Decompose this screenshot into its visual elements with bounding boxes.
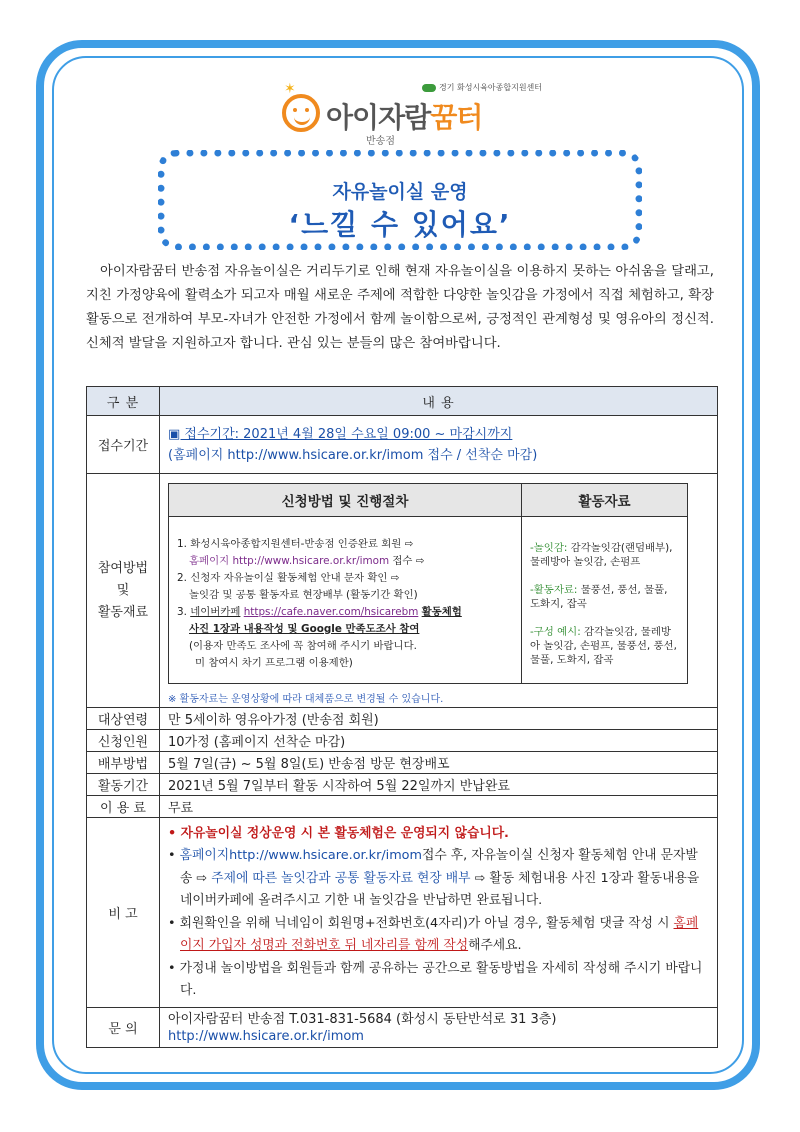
remarks-row [87, 818, 718, 1008]
star-icon: ✶ [284, 81, 296, 97]
remarks-label: 비 고 [87, 818, 160, 1008]
contact-label: 문 의 [87, 1008, 160, 1048]
activity-period-value: 2021년 5월 7일부터 활동 시작하여 5월 22일까지 반납완료 [160, 774, 718, 796]
table-row [87, 752, 718, 774]
step-3-detail: 사진 1장과 내용작성 및 Google 만족도조사 참여 [189, 622, 420, 635]
procedure-steps [169, 516, 522, 683]
remark-homepage-link[interactable]: 홈페이지http://www.hsicare.or.kr/imom [179, 848, 422, 863]
table-row [87, 730, 718, 752]
title-subheading: 자유놀이실 운영 [332, 181, 468, 203]
contact-url[interactable]: http://www.hsicare.or.kr/imom [168, 1028, 364, 1044]
contact-row [87, 1008, 718, 1048]
material-toys-label: -놀잇감: [530, 541, 568, 554]
remarks-list [160, 818, 718, 1008]
material-supplies-text: 물풍선, 풍선, 물풀, 도화지, 잡곡 [530, 583, 668, 610]
naver-cafe-link[interactable]: https://cafe.naver.com/hsicarebm [243, 605, 419, 618]
participation-label [87, 474, 160, 708]
step-1-rest: 접수 ⇨ [389, 554, 425, 567]
survey-note: (이용자 만족도 조사에 꼭 참여해 주시기 바랍니다. [189, 639, 417, 652]
table-row [87, 774, 718, 796]
remark-4-text: 가정내 놀이방법을 회원들과 함께 공유하는 공간으로 활동방법을 자세히 작성해 주시기 바랍니다. [179, 960, 703, 998]
step-3-number: 3. [177, 605, 191, 618]
title-heading: ‘느낄 수 있어요’ [288, 208, 512, 241]
contact-info: 아이자람꿈터 반송점 T.031-831-5684 (화성시 동탄반석로 31 3층) [168, 1011, 557, 1027]
reception-period: ▣ 접수기간: 2021년 4월 28일 수요일 09:00 ~ 마감시까지 [168, 426, 513, 442]
material-supplies-label: -활동자료: [530, 583, 578, 596]
remark-1-text: 자유놀이실 정상운영 시 본 활동체험은 운영되지 않습니다. [180, 825, 509, 841]
logo-branch: 반송점 [366, 136, 395, 147]
table-row [87, 796, 718, 818]
reception-row [87, 416, 718, 474]
reception-method: (홈페이지 http://www.hsicare.or.kr/imom 접수 / 선착순 마감) [168, 447, 538, 463]
participation-label-1: 참여방법 [97, 560, 149, 576]
table-header-row [87, 387, 718, 416]
survey-penalty: 미 참여시 차기 프로그램 이용제한) [195, 656, 353, 669]
participation-label-3: 활동재료 [97, 604, 149, 620]
table-row [87, 708, 718, 730]
fee-label: 이 용 료 [87, 796, 160, 818]
material-toys [530, 541, 679, 569]
center-logo [282, 81, 543, 148]
materials-list [522, 516, 688, 683]
reception-label: 접수기간 [87, 416, 160, 474]
remark-3-text-b: 해주세요. [468, 938, 522, 953]
logo-badge: 경기 화성시육아종합지원센터 [422, 82, 542, 93]
title-box [158, 150, 642, 250]
naver-cafe-label: 네이버카페 [190, 605, 241, 618]
smile-face-icon [282, 94, 320, 132]
step-3-suffix: 활동체험 [421, 605, 462, 618]
participation-label-2: 및 [116, 582, 130, 598]
remark-3: • 회원확인을 위해 닉네임이 회원명+전화번호(4자리)가 아닐 경우, 활동체험 댓글 작성 시 홈페이지 가입자 성명과 전화번호 뒤 네자리를 함께 작성해주세요. [168, 915, 699, 953]
procedure-header: 신청방법 및 진행절차 [169, 483, 522, 516]
activity-period-label: 활동기간 [87, 774, 160, 796]
age-label: 대상연령 [87, 708, 160, 730]
remark-2-text-b: ⇨ 활동 체험내용 사진 1장과 활동내용을 네이버카페에 올려주시고 기한 내 놀잇감을 반납하면 완료됩니다. [180, 870, 700, 908]
material-examples [530, 625, 679, 667]
remark-2-text-a: 접수 후, 자유놀이실 신청자 활동체험 안내 문자발송 ⇨ [180, 848, 698, 886]
homepage-link[interactable]: 홈페이지 http://www.hsicare.or.kr/imom [189, 554, 390, 567]
distribution-label: 배부방법 [87, 752, 160, 774]
intro-paragraph: 아이자람꿈터 반송점 자유놀이실은 거리두기로 인해 현재 자유놀이실을 이용하지 못하는 아쉬움을 달래고, 지친 가정양육에 활력소가 되고자 매월 새로운 주제에 적합한 다양한 놀잇감을 가정에서 직접 체험하고, 확장활동으로 전개하여 부모-자녀가 안전한 가정에서 함께 놀이함으로써, 긍정적인 관계형성 및 영유아의 정신적. 신체적 발달을 지원하고자 합니다. 관심 있는 분들의 많은 참여바랍니다. [86, 264, 714, 351]
capacity-value: 10가정 (홈페이지 선착순 마감) [160, 730, 718, 752]
remark-4: • 가정내 놀이방법을 회원들과 함께 공유하는 공간으로 활동방법을 자세히 작성해 주시기 바랍니다. [168, 960, 703, 998]
logo-wordmark: 아이자람꿈터 [326, 101, 483, 134]
step-2-detail: 놀잇감 및 공통 활동자료 현장배부 (활동기간 확인) [189, 588, 418, 601]
age-value: 만 5세이하 영유아가정 (반송점 회원) [160, 708, 718, 730]
distribution-value: 5월 7일(금) ~ 5월 8일(토) 반송점 방문 현장배포 [160, 752, 718, 774]
header-content: 내 용 [160, 387, 718, 416]
material-toys-text: 감각놀잇감(랜덤배부), 물레방아 놀잇감, 손펌프 [530, 541, 673, 568]
remark-3-text-a: 회원확인을 위해 닉네임이 회원명+전화번호(4자리)가 아닐 경우, 활동체험 댓글 작성 시 [179, 915, 674, 931]
header-category: 구 분 [87, 387, 160, 416]
program-info-table [86, 386, 718, 1048]
participation-row [87, 474, 718, 708]
procedure-table [168, 483, 688, 684]
fee-value: 무료 [160, 796, 718, 818]
materials-note: ※ 활동자료는 운영상황에 따라 대체품으로 변경될 수 있습니다. [168, 693, 444, 705]
step-2: 2. 신청자 자유놀이실 활동체험 안내 문자 확인 ⇨ [177, 571, 400, 584]
capacity-label: 신청인원 [87, 730, 160, 752]
step-1: 1. 화성시육아종합지원센터-반송점 인증완료 회원 ⇨ [177, 537, 414, 550]
material-supplies [530, 583, 679, 611]
material-examples-label: -구성 예시: [530, 625, 581, 638]
remark-1: • 자유놀이실 정상운영 시 본 활동체험은 운영되지 않습니다. [168, 825, 509, 841]
remark-2: • 홈페이지http://www.hsicare.or.kr/imom접수 후, 자유놀이실 신청자 활동체험 안내 문자발송 ⇨ 주제에 따른 놀잇감과 공통 활동자료 현장 배부 ⇨ 활동 체험내용 사진 1장과 활동내용을 네이버카페에 올려주시고 기한 내 놀잇감을 반납하면 완료됩니다. [168, 848, 700, 908]
remark-3-highlight: 홈페이지 가입자 성명과 전화번호 뒤 네자리를 함께 작성 [180, 915, 699, 953]
material-examples-text: 감각놀잇감, 물레방아 놀잇감, 손펌프, 물풍선, 풍선, 물풀, 도화지, 잡곡 [530, 625, 677, 666]
remark-2-highlight: 주제에 따른 놀잇감과 공통 활동자료 현장 배부 [211, 870, 471, 886]
materials-header: 활동자료 [522, 483, 688, 516]
